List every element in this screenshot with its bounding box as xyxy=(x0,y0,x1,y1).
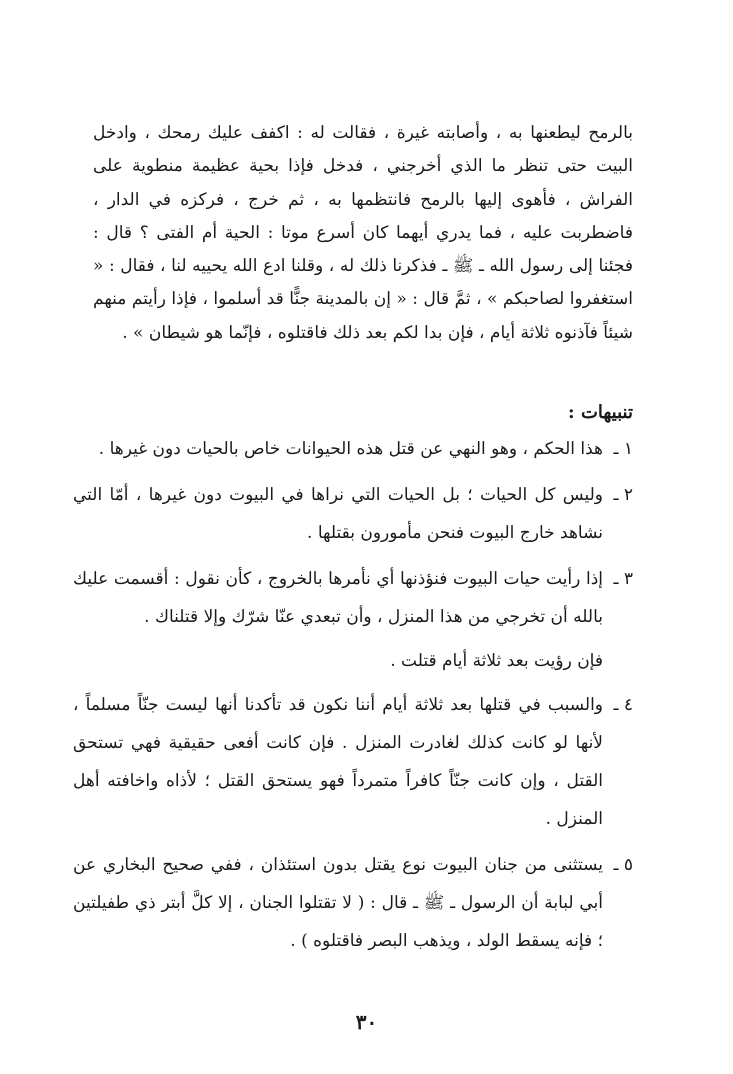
note-item-3 xyxy=(73,560,633,636)
intro-paragraph: بالرمح ليطعنها به ، وأصابته غيرة ، فقالت له : اكفف عليك رمحك ، وادخل البيت حتى تنظر ما الذي أخرجني ، فدخل فإذا بحية عظيمة منطوية على الفراش ، فأهوى إليها بالرمح فانتظمها به ، ثم خرج ، فركزه في الدار ، فاضطربت عليه ، فما يدري أيهما كان أسرع موتا : الحية أم الفتى ؟ قال : فجئنا إلى رسول الله ـ ﷺ ـ فذكرنا ذلك له ، وقلنا ادع الله يحييه لنا ، فقال : « استغفروا لصاحبكم » ، ثمَّ قال : « إن بالمدينة جنًّا قد أسلموا ، فإذا رأيتم منهم شيئاً فآذنوه ثلاثة أيام ، فإن بدا لكم بعد ذلك فاقتلوه ، فإنّما هو شيطان » . xyxy=(93,123,633,343)
note-text: إذا رأيت حيات البيوت فنؤذنها أي نأمرها بالخروج ، كأن نقول : أقسمت عليك بالله أن تخرجي من هذا المنزل ، وأن تبعدي عنّا شرّك وإلا قتلناك . xyxy=(73,569,603,627)
note-continuation xyxy=(73,644,633,678)
note-text: يستثنى من جنان البيوت نوع يقتل بدون استئذان ، ففي صحيح البخاري عن أبي لبابة أن الرسول ـ ﷺ ـ قال : ( لا تقتلوا الجنان ، إلا كلَّ أبتر ذي طفيلتين ؛ فإنه يسقط الولد ، ويذهب البصر فاقتلوه ) . xyxy=(73,855,603,951)
note-number: ٣ ـ xyxy=(613,569,633,589)
tanbihat-heading: تنبيهات : xyxy=(568,402,633,423)
note-text: والسبب في قتلها بعد ثلاثة أيام أننا نكون قد تأكدنا أنها ليست جنّاً مسلماً ، لأنها لو كانت كذلك لغادرت المنزل . فإن كانت أفعى حقيقية فهي تستحق القتل ، وإن كانت جنّاً كافراً متمرداً فهو يستحق القتل ؛ لأذاه واخافته أهل المنزل . xyxy=(73,695,603,829)
note-item-4 xyxy=(73,686,633,838)
note-number: ٢ ـ xyxy=(613,485,633,505)
note-item-2 xyxy=(73,476,633,552)
note-item-1 xyxy=(73,430,633,468)
note-number: ٤ ـ xyxy=(613,695,633,715)
note-item-5 xyxy=(73,846,633,960)
note-text: وليس كل الحيات ؛ بل الحيات التي نراها في البيوت دون غيرها ، أمّا التي نشاهد خارج البيوت فنحن مأمورون بقتلها . xyxy=(73,485,603,543)
note-text: فإن رؤيت بعد ثلاثة أيام قتلت . xyxy=(390,651,603,671)
note-number: ٥ ـ xyxy=(613,855,633,875)
note-number: ١ ـ xyxy=(613,439,633,459)
page-number: ٣٠ xyxy=(355,1010,378,1034)
note-text: هذا الحكم ، وهو النهي عن قتل هذه الحيوانات خاص بالحيات دون غيرها . xyxy=(98,439,603,459)
tanbihat-list xyxy=(73,430,633,968)
